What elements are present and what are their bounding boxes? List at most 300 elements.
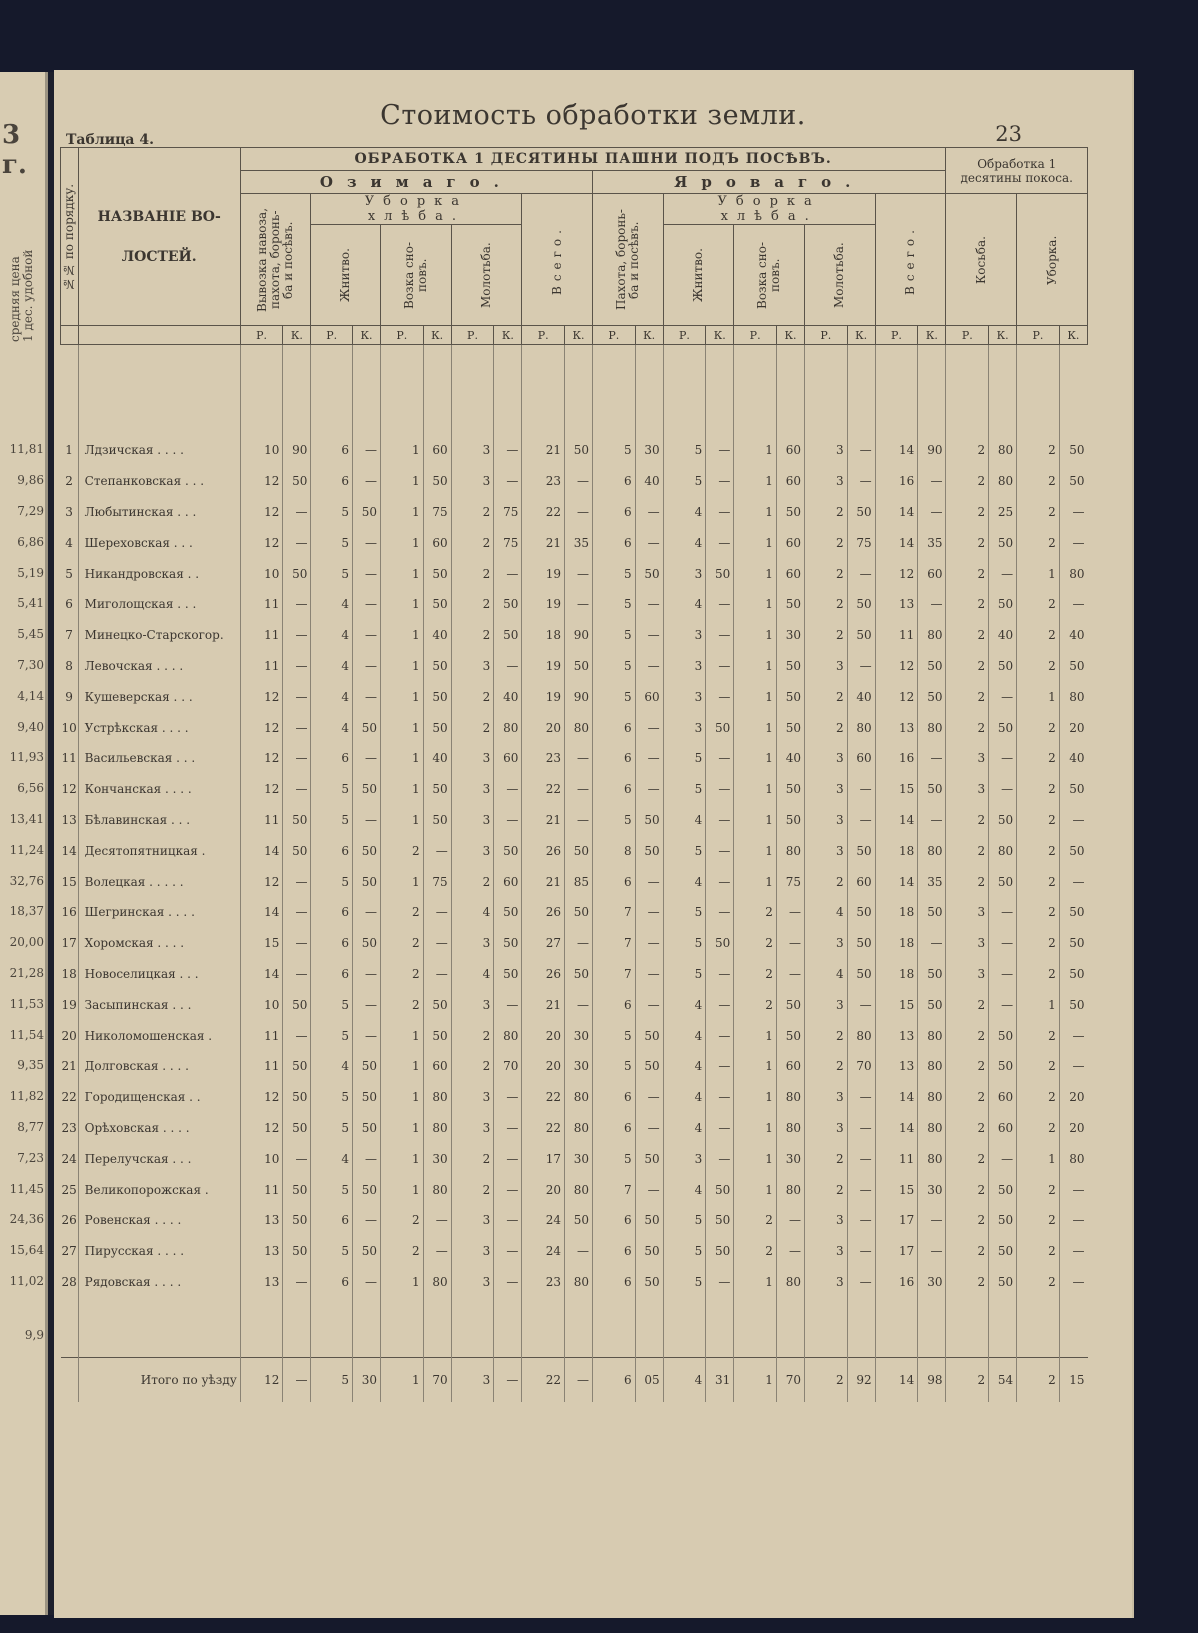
cell-rubles: 2: [804, 1174, 847, 1205]
cell-rubles: 13: [875, 712, 918, 743]
header-name: НАЗВАНІЕ ВО- ЛОСТЕЙ.: [78, 148, 240, 326]
cell-rubles: 4: [311, 1051, 353, 1082]
header-harvest-spring: Уборка хлѣба.: [663, 194, 875, 225]
cell-kopecks: 50: [706, 1205, 734, 1236]
cell-kopecks: 50: [847, 497, 875, 528]
cell-kopecks: 50: [776, 774, 804, 805]
cell-rubles: 5: [663, 928, 706, 959]
page-number: 23: [995, 122, 1022, 146]
left-margin-value: 9,35: [17, 1058, 44, 1073]
cell-kopecks: 80: [989, 435, 1017, 466]
cell-kopecks: —: [423, 835, 451, 866]
cell-kopecks: —: [635, 1174, 663, 1205]
cell-rubles: 6: [593, 1267, 636, 1298]
cell-rubles: 20: [522, 1051, 565, 1082]
cell-kopecks: —: [706, 1082, 734, 1113]
cell-kopecks: —: [989, 743, 1017, 774]
cell-rubles: 14: [875, 435, 918, 466]
cell-kopecks: 30: [776, 620, 804, 651]
cell-kopecks: 80: [847, 1020, 875, 1051]
header-total-spring: Всего.: [875, 194, 946, 326]
cell-kopecks: 50: [989, 1267, 1017, 1298]
cell-rubles: 3: [946, 774, 989, 805]
row-number: 13: [61, 812, 77, 827]
cell-kopecks: —: [353, 435, 381, 466]
cell-rubles: 4: [663, 1174, 706, 1205]
cell-kopecks: 50: [989, 651, 1017, 682]
cell-kopecks: —: [918, 1236, 946, 1267]
cell-kopecks: —: [847, 774, 875, 805]
unit-kopecks: К.: [423, 326, 451, 345]
row-number: 24: [61, 1151, 77, 1166]
cell-rubles: 1: [381, 1020, 424, 1051]
unit-kopecks: К.: [776, 326, 804, 345]
cell-rubles: 2: [1017, 589, 1060, 620]
cell-rubles: 10: [240, 558, 283, 589]
cell-rubles: 2: [451, 866, 494, 897]
cell-rubles: 3: [663, 651, 706, 682]
cell-rubles: 1: [734, 743, 777, 774]
cell-kopecks: —: [564, 743, 592, 774]
cell-kopecks: —: [283, 527, 311, 558]
unit-kopecks: К.: [989, 326, 1017, 345]
cell-kopecks: 50: [847, 959, 875, 990]
header-reaping-winter: Жнитво.: [311, 225, 381, 326]
cell-kopecks: —: [283, 743, 311, 774]
cell-kopecks: —: [706, 989, 734, 1020]
cell-rubles: 2: [1017, 712, 1060, 743]
cell-kopecks: 40: [989, 620, 1017, 651]
cell-rubles: 5: [593, 558, 636, 589]
table-row: [61, 835, 1088, 866]
cell-rubles: 4: [663, 1113, 706, 1144]
cell-kopecks: 50: [353, 497, 381, 528]
total-rubles: 1: [381, 1358, 424, 1403]
cell-kopecks: 80: [989, 835, 1017, 866]
cell-kopecks: 80: [494, 1020, 522, 1051]
cell-rubles: 26: [522, 897, 565, 928]
cell-kopecks: —: [706, 1143, 734, 1174]
cell-rubles: 3: [451, 805, 494, 836]
cell-kopecks: —: [847, 1236, 875, 1267]
cell-kopecks: —: [283, 620, 311, 651]
left-margin-value: 32,76: [9, 873, 44, 888]
left-margin-value: 4,14: [17, 688, 44, 703]
cell-rubles: 5: [311, 1082, 353, 1113]
cell-kopecks: —: [706, 527, 734, 558]
cell-kopecks: 50: [706, 1236, 734, 1267]
cell-rubles: 6: [593, 527, 636, 558]
cell-rubles: 13: [240, 1267, 283, 1298]
cell-rubles: 1: [734, 835, 777, 866]
cell-kopecks: 80: [918, 1082, 946, 1113]
volost-name: Шегринская . . . .: [78, 897, 240, 928]
cell-kopecks: —: [283, 1143, 311, 1174]
cell-kopecks: —: [353, 589, 381, 620]
unit-rubles: Р.: [451, 326, 494, 345]
cell-rubles: 16: [875, 1267, 918, 1298]
cell-rubles: 5: [311, 497, 353, 528]
cell-kopecks: 50: [776, 989, 804, 1020]
cell-kopecks: 50: [423, 989, 451, 1020]
cell-kopecks: 50: [776, 681, 804, 712]
cell-rubles: 11: [240, 620, 283, 651]
cell-kopecks: —: [918, 1205, 946, 1236]
cell-rubles: 2: [1017, 1174, 1060, 1205]
cell-rubles: 4: [311, 1143, 353, 1174]
cell-kopecks: —: [635, 527, 663, 558]
cell-kopecks: 80: [1059, 1143, 1087, 1174]
cell-kopecks: 90: [918, 435, 946, 466]
row-number: 5: [65, 566, 73, 581]
cell-kopecks: 30: [918, 1267, 946, 1298]
cell-rubles: 2: [946, 497, 989, 528]
header-reaping-spring: Жнитво.: [663, 225, 734, 326]
cell-kopecks: 50: [989, 1051, 1017, 1082]
cell-kopecks: —: [847, 651, 875, 682]
cell-rubles: 11: [875, 620, 918, 651]
cell-kopecks: 50: [564, 1205, 592, 1236]
cell-rubles: 3: [451, 1082, 494, 1113]
cell-rubles: 5: [311, 989, 353, 1020]
cell-rubles: 1: [1017, 1143, 1060, 1174]
cell-kopecks: —: [353, 959, 381, 990]
cell-rubles: 1: [381, 497, 424, 528]
cell-rubles: 1: [1017, 989, 1060, 1020]
cell-rubles: 3: [663, 620, 706, 651]
cell-kopecks: 50: [989, 1236, 1017, 1267]
volost-name: Перелучская . . .: [78, 1143, 240, 1174]
cell-kopecks: 50: [776, 651, 804, 682]
cell-rubles: 2: [734, 897, 777, 928]
cell-rubles: 2: [1017, 805, 1060, 836]
cell-rubles: 2: [1017, 1082, 1060, 1113]
cell-kopecks: —: [776, 897, 804, 928]
cell-rubles: 12: [240, 1082, 283, 1113]
unit-kopecks: К.: [494, 326, 522, 345]
cell-rubles: 2: [1017, 1020, 1060, 1051]
cell-rubles: 3: [451, 1205, 494, 1236]
table-row: [61, 527, 1088, 558]
cell-kopecks: —: [1059, 866, 1087, 897]
cell-rubles: 1: [734, 1267, 777, 1298]
cell-rubles: 2: [946, 435, 989, 466]
unit-rubles: Р.: [522, 326, 565, 345]
cell-kopecks: —: [776, 959, 804, 990]
cell-kopecks: —: [564, 497, 592, 528]
cell-rubles: 11: [240, 1174, 283, 1205]
cell-rubles: 12: [240, 681, 283, 712]
cell-kopecks: 80: [564, 1174, 592, 1205]
cell-kopecks: —: [706, 866, 734, 897]
header-units-row: [61, 326, 1088, 345]
cell-kopecks: 75: [776, 866, 804, 897]
cell-rubles: 2: [734, 989, 777, 1020]
cell-kopecks: 90: [283, 435, 311, 466]
volost-name: Городищенская . .: [78, 1082, 240, 1113]
cell-kopecks: 80: [918, 1051, 946, 1082]
cell-rubles: 14: [240, 959, 283, 990]
cell-rubles: 3: [663, 558, 706, 589]
cell-rubles: 7: [593, 959, 636, 990]
cell-kopecks: —: [847, 1205, 875, 1236]
cell-kopecks: 50: [564, 959, 592, 990]
cell-rubles: 3: [451, 1267, 494, 1298]
cell-rubles: 3: [946, 928, 989, 959]
cell-rubles: 3: [804, 928, 847, 959]
cell-rubles: 2: [1017, 651, 1060, 682]
total-rubles: 2: [804, 1358, 847, 1403]
cell-kopecks: 80: [776, 1082, 804, 1113]
unit-kopecks: К.: [564, 326, 592, 345]
cell-kopecks: 50: [423, 1020, 451, 1051]
cell-rubles: 2: [804, 712, 847, 743]
cell-rubles: 2: [946, 527, 989, 558]
cell-kopecks: —: [423, 897, 451, 928]
cell-rubles: 2: [451, 712, 494, 743]
cell-kopecks: 60: [847, 866, 875, 897]
row-number: 7: [65, 628, 73, 643]
cell-kopecks: —: [989, 681, 1017, 712]
cell-kopecks: —: [353, 1143, 381, 1174]
cell-rubles: 4: [663, 1051, 706, 1082]
cell-kopecks: 50: [564, 897, 592, 928]
table-row: [61, 1113, 1088, 1144]
cell-kopecks: 60: [494, 866, 522, 897]
cell-kopecks: —: [353, 1205, 381, 1236]
cell-kopecks: 50: [989, 589, 1017, 620]
cell-kopecks: —: [635, 959, 663, 990]
cell-rubles: 2: [381, 928, 424, 959]
cell-kopecks: 60: [423, 435, 451, 466]
unit-rubles: Р.: [663, 326, 706, 345]
cell-rubles: 12: [240, 1113, 283, 1144]
cell-kopecks: 80: [776, 1113, 804, 1144]
cell-kopecks: —: [918, 928, 946, 959]
table-row: [61, 897, 1088, 928]
cell-kopecks: —: [423, 959, 451, 990]
cell-rubles: 1: [734, 589, 777, 620]
cell-kopecks: —: [776, 1205, 804, 1236]
cell-kopecks: 40: [1059, 743, 1087, 774]
cell-kopecks: —: [1059, 527, 1087, 558]
cell-kopecks: 80: [564, 712, 592, 743]
row-number: 14: [61, 843, 77, 858]
header-row-number: №№ по порядку.: [61, 148, 79, 326]
total-kopecks: 92: [847, 1358, 875, 1403]
left-margin-value: 18,37: [9, 904, 44, 919]
header-spring: Яроваго.: [593, 171, 946, 194]
cell-kopecks: 50: [283, 466, 311, 497]
row-number: 17: [61, 936, 77, 951]
cell-rubles: 17: [522, 1143, 565, 1174]
cell-rubles: 5: [311, 1020, 353, 1051]
cell-kopecks: 80: [918, 712, 946, 743]
cell-rubles: 4: [311, 620, 353, 651]
cell-rubles: 2: [451, 497, 494, 528]
cell-rubles: 16: [875, 466, 918, 497]
cell-kopecks: 35: [918, 866, 946, 897]
cell-rubles: 27: [522, 928, 565, 959]
unit-rubles: Р.: [946, 326, 989, 345]
total-kopecks: —: [494, 1358, 522, 1403]
cell-kopecks: 50: [564, 651, 592, 682]
cell-rubles: 2: [946, 681, 989, 712]
cell-rubles: 21: [522, 805, 565, 836]
cell-rubles: 2: [1017, 620, 1060, 651]
total-rubles: 22: [522, 1358, 565, 1403]
cell-kopecks: 80: [494, 712, 522, 743]
cell-rubles: 2: [451, 1020, 494, 1051]
cell-rubles: 1: [381, 1174, 424, 1205]
cell-kopecks: —: [706, 1267, 734, 1298]
cell-kopecks: —: [847, 466, 875, 497]
cell-kopecks: —: [353, 651, 381, 682]
total-rubles: 4: [663, 1358, 706, 1403]
cell-kopecks: 50: [776, 1020, 804, 1051]
volost-name: Минецко-Старскогор.: [78, 620, 240, 651]
cell-rubles: 3: [451, 1236, 494, 1267]
cell-kopecks: 50: [1059, 774, 1087, 805]
cell-rubles: 17: [875, 1205, 918, 1236]
cell-rubles: 1: [734, 1174, 777, 1205]
cell-rubles: 2: [451, 589, 494, 620]
cell-kopecks: 80: [989, 466, 1017, 497]
volost-name: Долговская . . . .: [78, 1051, 240, 1082]
cell-rubles: 5: [593, 620, 636, 651]
cell-kopecks: —: [706, 466, 734, 497]
cell-kopecks: 50: [423, 774, 451, 805]
cell-rubles: 1: [734, 651, 777, 682]
volost-name: Бѣлавинская . . .: [78, 805, 240, 836]
left-margin-value: 7,23: [17, 1150, 44, 1165]
table-row: [61, 1051, 1088, 1082]
left-margin-value: 9,40: [17, 719, 44, 734]
cell-rubles: 23: [522, 466, 565, 497]
cell-rubles: 1: [381, 1113, 424, 1144]
cell-kopecks: 50: [918, 774, 946, 805]
cell-rubles: 2: [1017, 1267, 1060, 1298]
table-row: [61, 1236, 1088, 1267]
cell-rubles: 22: [522, 1082, 565, 1113]
cell-rubles: 12: [240, 774, 283, 805]
cell-rubles: 4: [311, 589, 353, 620]
cell-kopecks: —: [423, 1236, 451, 1267]
cell-kopecks: 50: [989, 805, 1017, 836]
cell-rubles: 1: [734, 1143, 777, 1174]
cell-kopecks: 30: [918, 1174, 946, 1205]
volost-name: Лдзичская . . . .: [78, 435, 240, 466]
cell-kopecks: 75: [423, 866, 451, 897]
cell-rubles: 4: [311, 681, 353, 712]
cell-kopecks: —: [283, 1267, 311, 1298]
table-name: Таблица 4.: [66, 132, 154, 148]
row-number: 12: [61, 782, 77, 797]
cell-rubles: 4: [663, 589, 706, 620]
cell-rubles: 11: [240, 651, 283, 682]
document-page: [54, 70, 1132, 1618]
left-margin-value: 5,19: [17, 565, 44, 580]
cell-kopecks: —: [353, 681, 381, 712]
cell-rubles: 2: [946, 620, 989, 651]
cell-kopecks: 50: [1059, 897, 1087, 928]
cell-rubles: 1: [381, 558, 424, 589]
cell-rubles: 1: [381, 1051, 424, 1082]
cell-kopecks: 50: [847, 620, 875, 651]
unit-rubles: Р.: [1017, 326, 1060, 345]
cell-kopecks: 50: [635, 1051, 663, 1082]
left-margin-value: 11,82: [9, 1089, 44, 1104]
cell-kopecks: —: [283, 928, 311, 959]
table-row: [61, 435, 1088, 466]
cell-kopecks: —: [706, 651, 734, 682]
cell-rubles: 21: [522, 989, 565, 1020]
volost-name: Никандровская . .: [78, 558, 240, 589]
cell-rubles: 5: [663, 743, 706, 774]
total-rubles: 1: [734, 1358, 777, 1403]
cell-kopecks: 20: [1059, 712, 1087, 743]
cell-rubles: 1: [381, 466, 424, 497]
cell-rubles: 4: [663, 989, 706, 1020]
total-rubles: 3: [451, 1358, 494, 1403]
cell-rubles: 24: [522, 1236, 565, 1267]
cell-kopecks: 50: [283, 1051, 311, 1082]
cell-rubles: 1: [381, 1143, 424, 1174]
left-margin-value: 6,56: [17, 781, 44, 796]
cell-rubles: 12: [240, 527, 283, 558]
row-number: 25: [61, 1182, 77, 1197]
cell-rubles: 12: [875, 651, 918, 682]
left-margin-value: 11,24: [9, 842, 44, 857]
cell-rubles: 12: [875, 681, 918, 712]
row-number: 16: [61, 905, 77, 920]
cell-kopecks: —: [283, 897, 311, 928]
cell-kopecks: —: [706, 835, 734, 866]
total-rubles: 2: [1017, 1358, 1060, 1403]
cell-rubles: 2: [1017, 1113, 1060, 1144]
cell-rubles: 15: [875, 989, 918, 1020]
cell-kopecks: 80: [847, 712, 875, 743]
cell-rubles: 6: [593, 497, 636, 528]
cell-rubles: 5: [663, 1205, 706, 1236]
cell-kopecks: —: [353, 1267, 381, 1298]
cell-kopecks: —: [989, 989, 1017, 1020]
cell-kopecks: —: [494, 1113, 522, 1144]
left-margin-value: 15,64: [9, 1243, 44, 1258]
volost-name: Степанковская . . .: [78, 466, 240, 497]
cell-kopecks: 50: [635, 1267, 663, 1298]
cell-rubles: 3: [804, 989, 847, 1020]
cell-rubles: 14: [240, 897, 283, 928]
row-number: 23: [61, 1120, 77, 1135]
left-margin-value: 11,45: [9, 1181, 44, 1196]
cell-kopecks: 50: [635, 1205, 663, 1236]
cell-rubles: 2: [946, 1236, 989, 1267]
cell-rubles: 2: [451, 1143, 494, 1174]
cell-rubles: 2: [381, 897, 424, 928]
cell-kopecks: 50: [423, 466, 451, 497]
cell-rubles: 3: [451, 466, 494, 497]
unit-kopecks: К.: [635, 326, 663, 345]
cell-rubles: 6: [593, 712, 636, 743]
cell-rubles: 2: [451, 1174, 494, 1205]
cell-rubles: 14: [875, 497, 918, 528]
row-number: 22: [61, 1090, 77, 1105]
table-row: [61, 743, 1088, 774]
cell-rubles: 2: [946, 1082, 989, 1113]
cell-rubles: 3: [451, 835, 494, 866]
cell-kopecks: 60: [494, 743, 522, 774]
